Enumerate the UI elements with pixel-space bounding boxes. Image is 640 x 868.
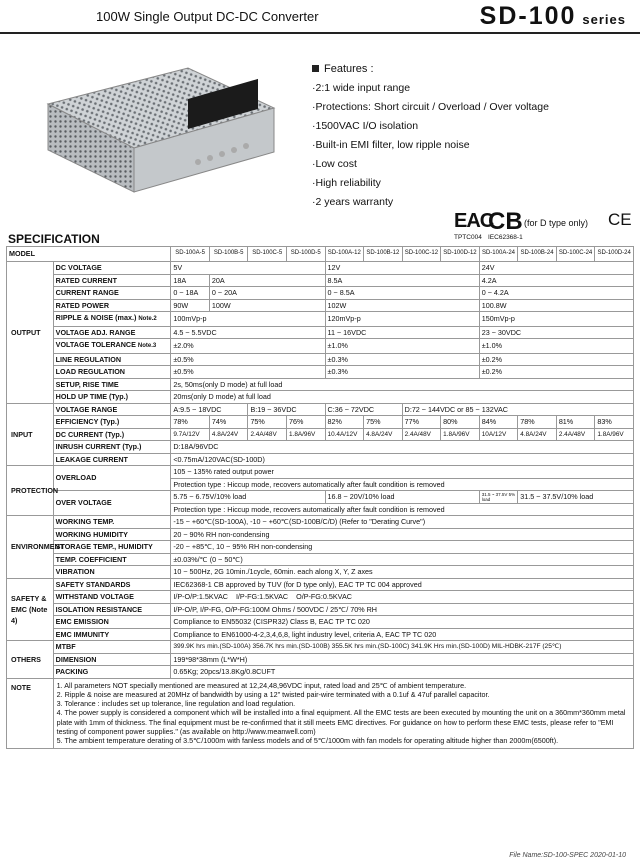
spec-value: 10A/12V: [479, 428, 518, 441]
spec-value: ±1.0%: [479, 339, 633, 354]
spec-label: EMC EMISSION: [53, 616, 171, 629]
cb-mark-icon: CB: [488, 208, 523, 235]
spec-value: 11 ~ 16VDC: [325, 326, 479, 339]
spec-value: 84%: [479, 416, 518, 429]
spec-value: 18A: [171, 274, 210, 287]
table-row: [7, 299, 634, 312]
spec-label: OVER VOLTAGE: [53, 491, 171, 516]
spec-label: TEMP. COEFFICIENT: [53, 553, 171, 566]
spec-value: 76%: [286, 416, 325, 429]
spec-value: 1.8A/96V: [286, 428, 325, 441]
model-cell: SD-100D-24: [595, 247, 634, 262]
spec-label: MTBF: [53, 641, 171, 654]
spec-value: D:72 ~ 144VDC or 85 ~ 132VAC: [402, 403, 633, 416]
spec-value: 23 ~ 30VDC: [479, 326, 633, 339]
spec-value: 4.8A/24V: [209, 428, 248, 441]
group-others: OTHERS: [7, 641, 54, 679]
spec-value: I/P-O/P:1.5KVAC I/P-FG:1.5KVAC O/P-FG:0.5KVAC: [171, 591, 634, 604]
table-row: [7, 428, 634, 441]
spec-value: 31.5 ~ 37.5V/10% load: [518, 491, 634, 504]
bullet-square-icon: [312, 65, 319, 72]
table-row: [7, 339, 634, 354]
table-row: [7, 287, 634, 300]
spec-label: EFFICIENCY (Typ.): [53, 416, 171, 429]
spec-value: ±0.3%: [325, 366, 479, 379]
spec-label: WORKING TEMP.: [53, 516, 171, 529]
spec-value: 5V: [171, 262, 325, 275]
spec-value: 0 ~ 8.5A: [325, 287, 479, 300]
spec-value: ±0.2%: [479, 353, 633, 366]
model-cell: SD-100D-5: [286, 247, 325, 262]
spec-value: 12V: [325, 262, 479, 275]
spec-value: 20A: [209, 274, 325, 287]
spec-value: ±0.2%: [479, 366, 633, 379]
model-cell: SD-100C-24: [556, 247, 595, 262]
model-cell: SD-100B-5: [209, 247, 248, 262]
spec-value: 75%: [248, 416, 287, 429]
spec-value: Compliance to EN61000-4-2,3,4,6,8, light industry level, criteria A, EAC TP TC 020: [171, 628, 634, 641]
spec-label: RATED CURRENT: [53, 274, 171, 287]
spec-value: ±0.3%: [325, 353, 479, 366]
spec-label: PACKING: [53, 666, 171, 679]
spec-value: 0 ~ 18A: [171, 287, 210, 300]
spec-label: VOLTAGE ADJ. RANGE: [53, 326, 171, 339]
spec-value: 31.5 ~ 37.5V 5% load: [479, 491, 518, 504]
spec-label: WORKING HUMIDITY: [53, 528, 171, 541]
spec-value: 100mVp-p: [171, 312, 325, 327]
spec-value: 2.4A/48V: [402, 428, 441, 441]
spec-value: 2s, 50ms(only D mode) at full load: [171, 378, 634, 391]
spec-value: 80%: [441, 416, 480, 429]
series-suffix: series: [582, 12, 626, 27]
spec-value: 24V: [479, 262, 633, 275]
table-row: [7, 466, 634, 479]
table-row: [7, 641, 634, 654]
spec-value: ±0.03%/℃ (0 ~ 50℃): [171, 553, 634, 566]
table-row: [7, 541, 634, 554]
table-row: [7, 566, 634, 579]
spec-label: VOLTAGE RANGE: [53, 403, 171, 416]
feature-item: ·High reliability: [312, 177, 381, 189]
spec-label: WITHSTAND VOLTAGE: [53, 591, 171, 604]
spec-value: 102W: [325, 299, 479, 312]
spec-value: 75%: [364, 416, 403, 429]
spec-label: DC CURRENT (Typ.): [53, 428, 171, 441]
spec-value: 2.4A/48V: [556, 428, 595, 441]
cb-note: (for D type only): [524, 218, 589, 228]
features-list: [312, 60, 549, 212]
spec-label: RIPPLE & NOISE (max.) Note.2: [53, 312, 171, 327]
spec-value: A:9.5 ~ 18VDC: [171, 403, 248, 416]
spec-value: 83%: [595, 416, 634, 429]
spec-value: 74%: [209, 416, 248, 429]
spec-label: INRUSH CURRENT (Typ.): [53, 441, 171, 454]
spec-label: LEAKAGE CURRENT: [53, 453, 171, 466]
spec-label: EMC IMMUNITY: [53, 628, 171, 641]
series-name: SD-100: [479, 2, 577, 30]
group-note: NOTE: [7, 678, 54, 748]
table-row: [7, 391, 634, 404]
table-row: [7, 378, 634, 391]
model-cell: SD-100A-12: [325, 247, 364, 262]
model-cell: SD-100A-24: [479, 247, 518, 262]
feature-item: ·Low cost: [312, 158, 357, 170]
spec-label: RATED POWER: [53, 299, 171, 312]
table-row: [7, 528, 634, 541]
model-cell: SD-100B-24: [518, 247, 557, 262]
spec-label: DC VOLTAGE: [53, 262, 171, 275]
feature-item: ·2:1 wide input range: [312, 82, 411, 94]
spec-value: Compliance to EN55032 (CISPR32) Class B, EAC TP TC 020: [171, 616, 634, 629]
spec-value: 4.8A/24V: [518, 428, 557, 441]
spec-value: 0 ~ 4.2A: [479, 287, 633, 300]
table-row: [7, 312, 634, 327]
table-row: [7, 441, 634, 454]
spec-value: D:18A/96VDC: [171, 441, 634, 454]
spec-value: -15 ~ +60℃(SD-100A), -10 ~ +60℃(SD-100B/C/D) (Refer to "Derating Curve"): [171, 516, 634, 529]
cb-sub: IEC62368-1: [488, 234, 523, 241]
spec-value: 199*98*38mm (L*W*H): [171, 653, 634, 666]
spec-label: OVERLOAD: [53, 466, 171, 491]
spec-label: VOLTAGE TOLERANCE Note.3: [53, 339, 171, 354]
table-row: [7, 366, 634, 379]
model-cell: SD-100B-12: [364, 247, 403, 262]
spec-value: <0.75mA/120VAC(SD-100D): [171, 453, 634, 466]
model-cell: SD-100A-5: [171, 247, 210, 262]
note-item: 3. Tolerance : includes set up tolerance, line regulation and load regulation.: [56, 699, 296, 709]
page-header: [0, 0, 640, 34]
spec-label: SETUP, RISE TIME: [53, 378, 171, 391]
spec-value: ±1.0%: [325, 339, 479, 354]
table-row: [7, 274, 634, 287]
table-row: [7, 326, 634, 339]
eac-sub: TPTC004: [454, 234, 482, 241]
spec-label: VIBRATION: [53, 566, 171, 579]
spec-value: 4.8A/24V: [364, 428, 403, 441]
spec-value: 90W: [171, 299, 210, 312]
spec-value: 82%: [325, 416, 364, 429]
table-row: [7, 666, 634, 679]
table-row: [7, 353, 634, 366]
table-row: [7, 453, 634, 466]
feature-item: ·2 years warranty: [312, 196, 394, 208]
spec-value: 10 ~ 500Hz, 2G 10min./1cycle, 60min. each along X, Y, Z axes: [171, 566, 634, 579]
spec-value: 1.8A/96V: [595, 428, 634, 441]
spec-value: 105 ~ 135% rated output power: [171, 466, 634, 479]
spec-value: 120mVp-p: [325, 312, 479, 327]
table-row: [7, 628, 634, 641]
model-label: MODEL: [7, 247, 171, 262]
spec-value: -20 ~ +85℃, 10 ~ 95% RH non-condensing: [171, 541, 634, 554]
spec-value: 5.75 ~ 6.75V/10% load: [171, 491, 325, 504]
note-item: 4. The power supply is considered a component which will be installed into a final equipment. All the EMC tests are been executed by mounting the unit on a 360mm*360mm metal plate with 1mm of thickness. The final equipment must be re-confirmed that it still meets EMC directives. For guidance on how to perform these EMC tests, please refer to "EMI testing of component power supplies." (as available on http://www.meanwell.com): [56, 708, 626, 736]
series-title: [480, 2, 626, 31]
spec-label: DIMENSION: [53, 653, 171, 666]
table-row: [7, 591, 634, 604]
spec-value: 4.5 ~ 5.5VDC: [171, 326, 325, 339]
product-photo: [38, 64, 278, 196]
feature-item: ·Protections: Short circuit / Overload / Over voltage: [312, 101, 549, 113]
feature-item: ·1500VAC I/O isolation: [312, 120, 419, 132]
spec-value: 78%: [171, 416, 210, 429]
spec-value: I/P-O/P, I/P-FG, O/P-FG:100M Ohms / 500VDC / 25℃/ 70% RH: [171, 603, 634, 616]
table-row: [7, 491, 634, 504]
spec-value: ±0.5%: [171, 366, 325, 379]
spec-value: 78%: [518, 416, 557, 429]
spec-value: 9.7A/12V: [171, 428, 210, 441]
spec-table: [6, 246, 634, 749]
spec-label: STORAGE TEMP., HUMIDITY: [53, 541, 171, 554]
spec-value: 20ms(only D mode) at full load: [171, 391, 634, 404]
spec-value: 1.8A/96V: [441, 428, 480, 441]
table-row: [7, 403, 634, 416]
spec-value: C:36 ~ 72VDC: [325, 403, 402, 416]
group-input: INPUT: [7, 403, 54, 466]
spec-value: 0.65Kg; 20pcs/13.8Kg/0.8CUFT: [171, 666, 634, 679]
model-cell: SD-100D-12: [441, 247, 480, 262]
group-safety: SAFETY & EMC (Note 4): [7, 578, 54, 641]
spec-value: 150mVp-p: [479, 312, 633, 327]
spec-value: 8.5A: [325, 274, 479, 287]
spec-value: ±0.5%: [171, 353, 325, 366]
spec-value: 100.8W: [479, 299, 633, 312]
note-item: 2. Ripple & noise are measured at 20MHz of bandwidth by using a 12" twisted pair-wire terminated with a 0.1uf & 47uf parallel capacitor.: [56, 689, 490, 699]
feature-item: ·Built-in EMI filter, low ripple noise: [312, 139, 470, 151]
table-row: [7, 616, 634, 629]
spec-label: LINE REGULATION: [53, 353, 171, 366]
spec-value: B:19 ~ 36VDC: [248, 403, 325, 416]
certification-marks: [450, 210, 630, 246]
table-row: [7, 578, 634, 591]
spec-value: 0 ~ 20A: [209, 287, 325, 300]
spec-value: ±2.0%: [171, 339, 325, 354]
table-row: [7, 603, 634, 616]
features-heading: Features :: [312, 60, 549, 79]
eac-mark-icon: EAC: [454, 210, 494, 232]
notes-cell: [53, 678, 633, 748]
spec-value: 4.2A: [479, 274, 633, 287]
table-row: [7, 516, 634, 529]
spec-value: 81%: [556, 416, 595, 429]
spec-title: SPECIFICATION: [8, 232, 100, 246]
ce-mark-icon: CE: [608, 210, 632, 229]
model-cell: SD-100C-5: [248, 247, 287, 262]
table-row: [7, 262, 634, 275]
spec-value: 20 ~ 90% RH non-condensing: [171, 528, 634, 541]
spec-value: IEC62368-1 CB approved by TUV (for D type only), EAC TP TC 004 approved: [171, 578, 634, 591]
group-environment: ENVIRONMENT: [7, 516, 54, 579]
spec-value: Protection type : Hiccup mode, recovers automatically after fault condition is removed: [171, 478, 634, 491]
note-item: 5. The ambient temperature derating of 3.5℃/1000m with fanless models and of 5℃/1000m with fan models for operating altitude higher than 2000m(6500ft).: [56, 736, 559, 746]
spec-value: Protection type : Hiccup mode, recovers automatically after fault condition is removed: [171, 503, 634, 516]
group-output: OUTPUT: [7, 262, 54, 404]
product-title: 100W Single Output DC-DC Converter: [96, 9, 319, 24]
spec-label: CURRENT RANGE: [53, 287, 171, 300]
spec-value: 100W: [209, 299, 325, 312]
model-row: [7, 247, 634, 262]
spec-value: 399.9K hrs min.(SD-100A) 356.7K hrs min.(SD-100B) 355.5K hrs min.(SD-100C) 341.9K Hrs min.(SD-100D) MIL-HDBK-217F (25℃): [171, 641, 634, 654]
model-cell: SD-100C-12: [402, 247, 441, 262]
spec-value: 77%: [402, 416, 441, 429]
table-row: [7, 553, 634, 566]
notes-row: [7, 678, 634, 748]
spec-label: HOLD UP TIME (Typ.): [53, 391, 171, 404]
spec-label: SAFETY STANDARDS: [53, 578, 171, 591]
table-row: [7, 653, 634, 666]
spec-value: 10.4A/12V: [325, 428, 364, 441]
spec-label: ISOLATION RESISTANCE: [53, 603, 171, 616]
group-protection: PROTECTION: [7, 466, 54, 516]
file-footer: File Name:SD-100-SPEC 2020-01-10: [509, 852, 626, 859]
spec-value: 2.4A/48V: [248, 428, 287, 441]
spec-value: 16.8 ~ 20V/10% load: [325, 491, 479, 504]
table-row: [7, 416, 634, 429]
spec-label: LOAD REGULATION: [53, 366, 171, 379]
note-item: 1. All parameters NOT specially mentioned are measured at 12,24,48,96VDC input, rated load and 25℃ of ambient temperature.: [56, 680, 467, 690]
